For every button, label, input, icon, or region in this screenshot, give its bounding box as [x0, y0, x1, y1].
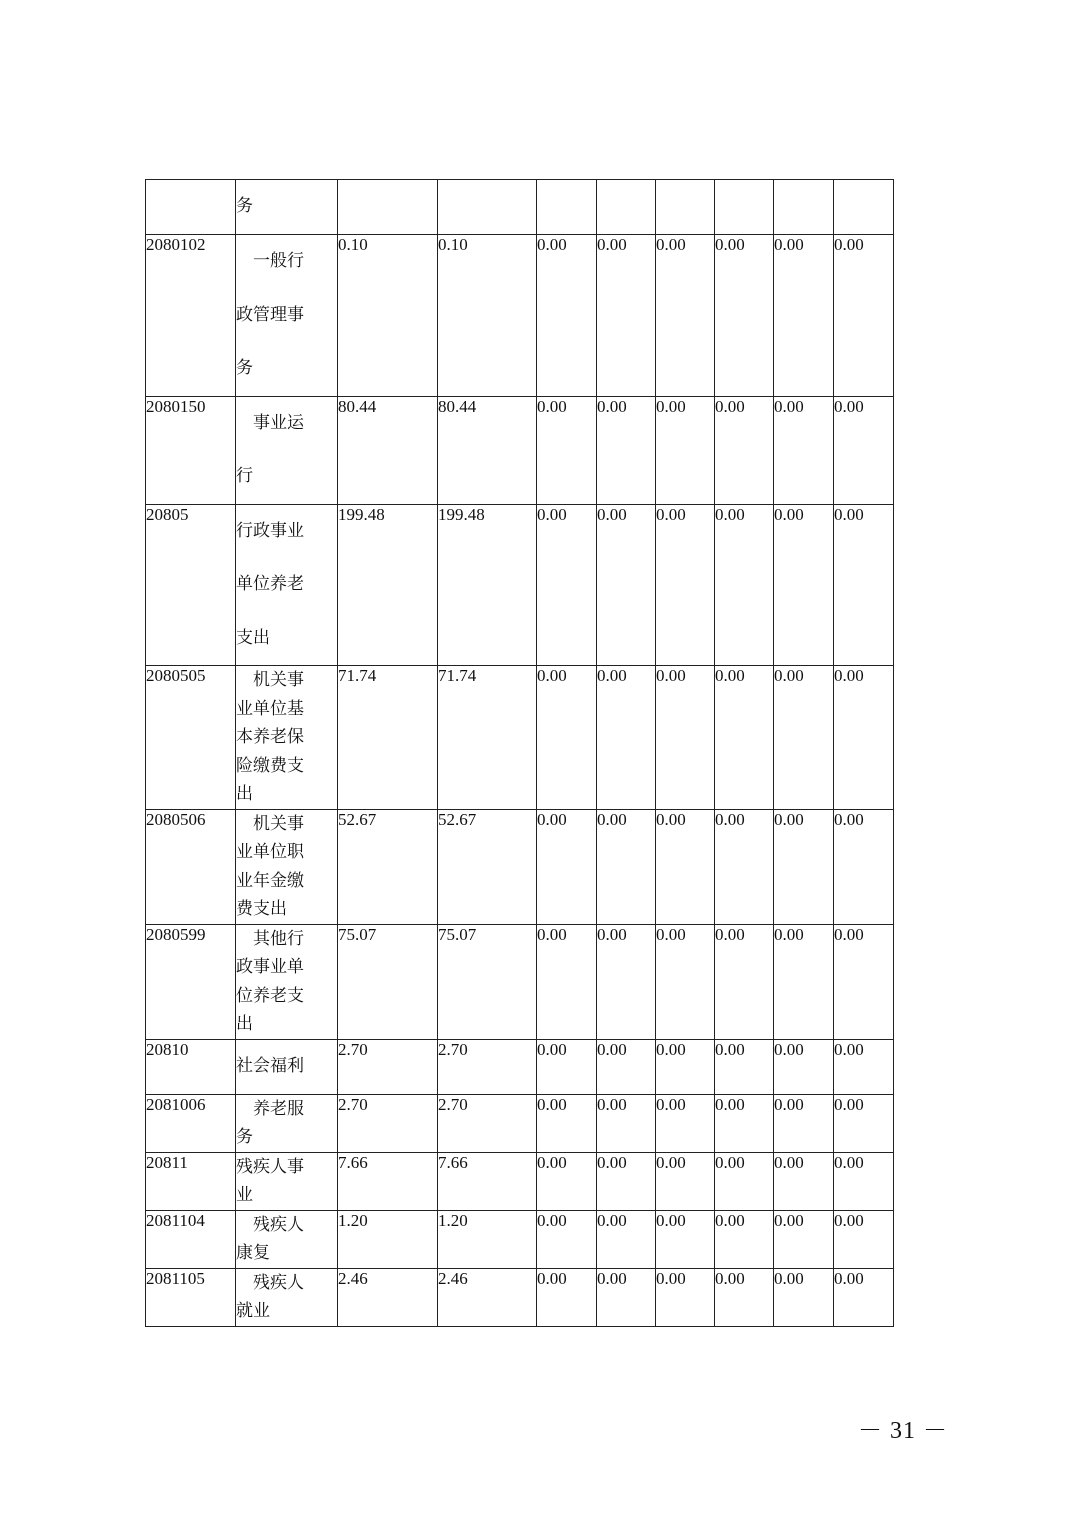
amount-cell: 0.00	[597, 235, 656, 397]
account-code-cell: 20811	[146, 1152, 236, 1210]
account-code-cell: 2080102	[146, 235, 236, 397]
table-body	[146, 180, 894, 1327]
amount-cell: 0.00	[834, 924, 894, 1039]
account-code-cell: 20805	[146, 504, 236, 666]
amount-cell: 0.00	[597, 1210, 656, 1268]
amount-cell: 0.00	[834, 1094, 894, 1152]
amount-cell: 7.66	[438, 1152, 537, 1210]
amount-cell: 0.00	[774, 504, 834, 666]
amount-cell	[438, 180, 537, 235]
amount-cell: 0.00	[597, 1039, 656, 1094]
table-row	[146, 235, 894, 397]
amount-cell: 0.00	[774, 235, 834, 397]
amount-cell: 0.00	[715, 1094, 774, 1152]
amount-cell: 0.10	[338, 235, 438, 397]
account-code-cell: 2081006	[146, 1094, 236, 1152]
amount-cell: 0.00	[715, 809, 774, 924]
account-name-cell	[236, 1094, 338, 1152]
amount-cell: 0.00	[834, 1039, 894, 1094]
account-name-text: 机关事 业单位职 业年金缴 费支出	[236, 813, 304, 919]
amount-cell	[338, 180, 438, 235]
account-name-text: 残疾人 康复	[236, 1214, 304, 1263]
account-code-cell: 2081104	[146, 1210, 236, 1268]
account-name-text: 其他行 政事业单 位养老支 出	[236, 928, 304, 1034]
amount-cell: 7.66	[338, 1152, 438, 1210]
amount-cell: 199.48	[338, 504, 438, 666]
account-code-cell: 2081105	[146, 1268, 236, 1326]
amount-cell: 75.07	[338, 924, 438, 1039]
amount-cell: 0.00	[537, 235, 597, 397]
table-row	[146, 504, 894, 666]
amount-cell: 0.00	[537, 1268, 597, 1326]
account-name-cell	[236, 1039, 338, 1094]
amount-cell: 0.00	[774, 1039, 834, 1094]
amount-cell: 0.00	[834, 1210, 894, 1268]
account-name-text: 事业运 行	[236, 412, 304, 486]
amount-cell: 71.74	[438, 666, 537, 810]
amount-cell	[537, 180, 597, 235]
amount-cell	[774, 180, 834, 235]
amount-cell: 2.70	[438, 1094, 537, 1152]
amount-cell	[597, 180, 656, 235]
amount-cell: 0.00	[834, 504, 894, 666]
account-code-cell: 2080150	[146, 396, 236, 504]
amount-cell: 0.00	[715, 1152, 774, 1210]
amount-cell: 0.00	[656, 1268, 715, 1326]
amount-cell: 2.70	[438, 1039, 537, 1094]
table-row	[146, 1152, 894, 1210]
amount-cell: 0.00	[597, 924, 656, 1039]
account-name-text: 残疾人事 业	[236, 1156, 304, 1205]
amount-cell: 0.00	[656, 396, 715, 504]
amount-cell: 0.00	[774, 809, 834, 924]
table-row	[146, 1094, 894, 1152]
amount-cell: 0.00	[834, 235, 894, 397]
amount-cell	[834, 180, 894, 235]
amount-cell: 0.00	[834, 1152, 894, 1210]
account-name-cell	[236, 180, 338, 235]
account-name-cell	[236, 1210, 338, 1268]
account-name-cell	[236, 396, 338, 504]
amount-cell: 0.00	[597, 1152, 656, 1210]
amount-cell: 52.67	[438, 809, 537, 924]
amount-cell: 0.00	[537, 1152, 597, 1210]
table-row	[146, 924, 894, 1039]
amount-cell: 0.00	[537, 396, 597, 504]
account-name-text: 务	[236, 196, 253, 216]
account-name-cell	[236, 1152, 338, 1210]
amount-cell: 80.44	[438, 396, 537, 504]
amount-cell: 0.00	[715, 1210, 774, 1268]
budget-table	[145, 179, 894, 1327]
amount-cell: 0.00	[656, 924, 715, 1039]
amount-cell: 0.00	[834, 809, 894, 924]
amount-cell: 52.67	[338, 809, 438, 924]
amount-cell: 1.20	[338, 1210, 438, 1268]
account-name-text: 残疾人 就业	[236, 1272, 304, 1321]
amount-cell: 1.20	[438, 1210, 537, 1268]
account-code-cell: 2080599	[146, 924, 236, 1039]
amount-cell: 0.10	[438, 235, 537, 397]
amount-cell: 0.00	[656, 1210, 715, 1268]
amount-cell: 0.00	[537, 1039, 597, 1094]
amount-cell: 0.00	[656, 1039, 715, 1094]
amount-cell: 0.00	[834, 1268, 894, 1326]
amount-cell: 2.46	[338, 1268, 438, 1326]
amount-cell: 0.00	[597, 396, 656, 504]
amount-cell: 0.00	[715, 1268, 774, 1326]
table-row	[146, 666, 894, 810]
account-name-cell	[236, 809, 338, 924]
amount-cell: 71.74	[338, 666, 438, 810]
amount-cell: 2.46	[438, 1268, 537, 1326]
amount-cell: 0.00	[656, 1152, 715, 1210]
amount-cell: 0.00	[656, 235, 715, 397]
amount-cell: 0.00	[597, 666, 656, 810]
amount-cell: 0.00	[715, 396, 774, 504]
account-name-text: 一般行 政管理事 务	[236, 251, 304, 378]
amount-cell: 0.00	[537, 924, 597, 1039]
account-code-cell: 2080506	[146, 809, 236, 924]
account-name-cell	[236, 1268, 338, 1326]
amount-cell: 0.00	[715, 924, 774, 1039]
amount-cell: 0.00	[774, 1094, 834, 1152]
amount-cell: 0.00	[537, 504, 597, 666]
amount-cell	[656, 180, 715, 235]
amount-cell: 75.07	[438, 924, 537, 1039]
table-row	[146, 1039, 894, 1094]
amount-cell: 0.00	[537, 1210, 597, 1268]
account-code-cell: 2080505	[146, 666, 236, 810]
page-number: － 31 －	[858, 1418, 948, 1444]
amount-cell: 0.00	[774, 396, 834, 504]
amount-cell: 0.00	[715, 504, 774, 666]
amount-cell: 0.00	[597, 1268, 656, 1326]
amount-cell: 0.00	[537, 666, 597, 810]
amount-cell: 0.00	[774, 1210, 834, 1268]
account-name-text: 社会福利	[236, 1055, 304, 1076]
table-row	[146, 180, 894, 235]
amount-cell: 0.00	[774, 1152, 834, 1210]
table-row	[146, 1268, 894, 1326]
account-name-cell	[236, 504, 338, 666]
amount-cell: 0.00	[597, 809, 656, 924]
amount-cell: 0.00	[537, 1094, 597, 1152]
table-row	[146, 396, 894, 504]
amount-cell: 0.00	[597, 1094, 656, 1152]
account-code-cell	[146, 180, 236, 235]
amount-cell: 0.00	[715, 235, 774, 397]
amount-cell: 80.44	[338, 396, 438, 504]
amount-cell: 0.00	[774, 666, 834, 810]
amount-cell: 199.48	[438, 504, 537, 666]
amount-cell: 0.00	[834, 666, 894, 810]
amount-cell: 0.00	[656, 666, 715, 810]
amount-cell: 0.00	[656, 1094, 715, 1152]
table-row	[146, 1210, 894, 1268]
amount-cell: 0.00	[715, 1039, 774, 1094]
amount-cell: 0.00	[537, 809, 597, 924]
account-name-cell	[236, 924, 338, 1039]
amount-cell: 2.70	[338, 1094, 438, 1152]
account-name-text: 行政事业 单位养老 支出	[236, 520, 304, 648]
amount-cell: 0.00	[834, 396, 894, 504]
amount-cell: 0.00	[656, 809, 715, 924]
amount-cell: 0.00	[597, 504, 656, 666]
amount-cell: 0.00	[656, 504, 715, 666]
amount-cell: 0.00	[774, 1268, 834, 1326]
account-code-cell: 20810	[146, 1039, 236, 1094]
account-name-cell	[236, 235, 338, 397]
amount-cell: 0.00	[715, 666, 774, 810]
account-name-text: 养老服 务	[236, 1098, 304, 1147]
table-row	[146, 809, 894, 924]
amount-cell: 0.00	[774, 924, 834, 1039]
amount-cell: 2.70	[338, 1039, 438, 1094]
account-name-cell	[236, 666, 338, 810]
account-name-text: 机关事 业单位基 本养老保 险缴费支 出	[236, 670, 304, 804]
amount-cell	[715, 180, 774, 235]
